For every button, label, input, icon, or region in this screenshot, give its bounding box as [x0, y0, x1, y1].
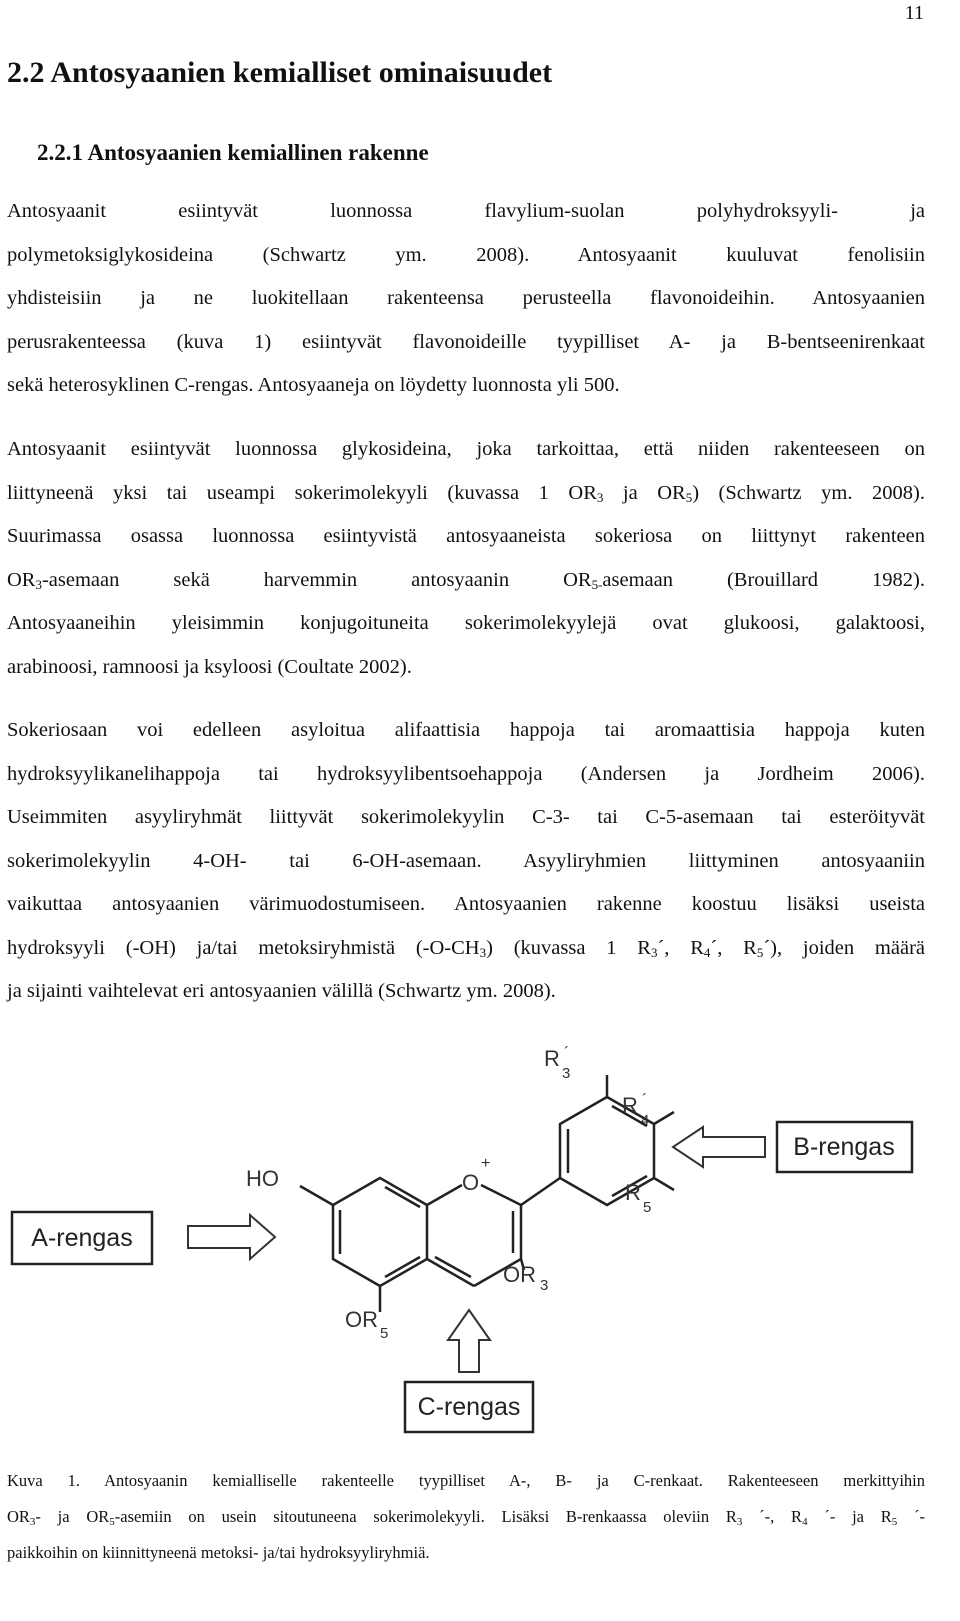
anthocyanin-structure-figure [0, 1030, 960, 1450]
figure-caption [7, 1463, 925, 1571]
paragraph-line: Antosyaanit esiintyvät luonnossa glykosideina, joka tarkoittaa, että niiden rakenteeseen on [7, 438, 925, 460]
subscript: 3 [35, 576, 42, 592]
subscript: 3 [479, 944, 487, 960]
paragraph-line: sokerimolekyylin 4-OH- tai 6-OH-asemaan. Asyyliryhmien liittyminen antosyaaniin [7, 849, 925, 872]
or3-label: OR [503, 1262, 536, 1287]
paragraph-line: vaikuttaa antosyaanien värimuodostumiseen. Antosyaanien rakenne koostuu lisäksi useista [7, 893, 925, 915]
paragraph-line [7, 559, 925, 603]
r4-prime-subscript: 4 [641, 1112, 650, 1129]
c-ring-label: C-rengas [417, 1393, 521, 1421]
paragraph-1 [7, 190, 925, 408]
subscript: 4 [802, 1516, 808, 1528]
subscript: 5- [591, 576, 603, 592]
section-heading: 2.2 Antosyaanien kemialliset ominaisuudet [7, 56, 553, 89]
b-ring-label: B-rengas [793, 1133, 895, 1161]
ho-label: HO [246, 1166, 279, 1191]
text-run: ´, R [657, 936, 704, 959]
subscript: 5 [109, 1516, 115, 1528]
r3-prime-subscript: 3 [562, 1065, 571, 1082]
paragraph-line: arabinoosi, ramnoosi ja ksyloosi (Coultate 2002). [7, 655, 412, 678]
subsection-heading: 2.2.1 Antosyaanien kemiallinen rakenne [37, 140, 429, 165]
text-run: - ja OR [35, 1507, 110, 1526]
paragraph-line: polymetoksiglykosideina (Schwartz ym. 2008). Antosyaanit kuuluvat fenolisiin [7, 243, 925, 266]
text-run: OR [7, 1507, 30, 1526]
r5-prime-label: R [625, 1180, 641, 1205]
text-run: liittyneenä yksi tai useampi sokerimolekyyli (kuvassa 1 OR [7, 481, 597, 504]
text-run: -asemiin on usein sitoutuneena sokerimolekyyli. Lisäksi B-renkaassa oleviin R [114, 1507, 737, 1526]
paragraph-line: Antosyaanit esiintyvät luonnossa flavylium-suolan polyhydroksyyli- ja [7, 200, 925, 222]
text-run: -asemaan sekä harvemmin antosyaanin OR [41, 568, 592, 591]
paragraph-2 [7, 428, 925, 689]
text-run: hydroksyyli (-OH) ja/tai metoksiryhmistä (-O-CH [7, 936, 480, 959]
c-ring-bond [481, 1185, 521, 1205]
text-run: ja OR [603, 481, 686, 504]
paragraph-line: sekä heterosyklinen C-rengas. Antosyaaneja on löydetty luonnosta yli 500. [7, 374, 620, 396]
ring-link-bond [521, 1178, 560, 1205]
subscript: 3 [736, 1516, 743, 1528]
paragraph-line [7, 472, 925, 516]
a-ring [333, 1178, 427, 1286]
text-run: asemaan (Brouillard 1982). [602, 568, 926, 591]
or5-subscript: 5 [380, 1325, 389, 1342]
text-run: ) (kuvassa 1 R [486, 936, 651, 959]
subscript: 3 [29, 1516, 36, 1528]
subscript: 3 [596, 489, 604, 505]
r4-prime-label: R [622, 1093, 638, 1118]
subscript: 5 [685, 489, 693, 505]
r4-prime-mark: ´ [642, 1092, 648, 1109]
a-ring-label: A-rengas [31, 1224, 133, 1252]
paragraph-line: ja sijainti vaihtelevat eri antosyaanien välillä (Schwartz ym. 2008). [7, 980, 556, 1002]
subscript: 5 [756, 944, 764, 960]
paragraph-line: perusrakenteessa (kuva 1) esiintyvät flavonoideille tyypilliset A- ja B-bentseenirenkaat [7, 330, 925, 353]
text-run: ´), joiden määrä [763, 936, 926, 959]
r3-prime-mark: ´ [564, 1045, 570, 1062]
subscript: 4 [703, 944, 711, 960]
text-run: ) (Schwartz ym. 2008). [692, 481, 925, 504]
or5-label: OR [345, 1307, 378, 1332]
r3-prime-label: R [544, 1046, 560, 1071]
c-ring-arrow [448, 1310, 490, 1372]
text-run: ´- ja R [807, 1507, 892, 1526]
text-run: OR [7, 568, 36, 591]
c-ring-bond [427, 1185, 462, 1205]
r5-bond [654, 1178, 674, 1190]
r5-prime-mark: ´ [645, 1179, 651, 1196]
paragraph-line: yhdisteisiin ja ne luokitellaan rakenteensa perusteella flavonoideihin. Antosyaanien [7, 287, 925, 309]
paragraph-line: Sokeriosaan voi edelleen asyloitua alifaattisia happoja tai aromaattisia happoja kuten [7, 719, 925, 741]
caption-line: Kuva 1. Antosyaanin kemialliselle rakenteelle tyypilliset A-, B- ja C-renkaat. Rakenteeseen merkittyihin [7, 1471, 925, 1490]
text-run: ´-, R [742, 1507, 803, 1526]
paragraph-line: Suurimassa osassa luonnossa esiintyvistä antosyaaneista sokeriosa on liittynyt rakenteen [7, 525, 925, 547]
subscript: 3 [650, 944, 658, 960]
paragraph-line: Useimmiten asyyliryhmät liittyvät sokerimolekyylin C-3- tai C-5-asemaan tai esteröityvät [7, 806, 925, 828]
paragraph-3 [7, 709, 925, 1014]
paragraph-line: hydroksyylikanelihappoja tai hydroksyylibentsoehappoja (Andersen ja Jordheim 2006). [7, 762, 925, 785]
b-ring-arrow [673, 1127, 765, 1167]
text-run: ´, R [710, 936, 757, 959]
text-run: ´- [897, 1507, 926, 1526]
c-ring-bond [427, 1259, 474, 1286]
a-ring-arrow [188, 1215, 275, 1259]
page-number: 11 [904, 2, 924, 24]
r5-prime-subscript: 5 [643, 1199, 652, 1216]
caption-line [7, 1499, 925, 1535]
subscript: 5 [891, 1516, 898, 1528]
caption-line: paikkoihin on kiinnittyneenä metoksi- ja/tai hydroksyyliryhmiä. [7, 1543, 430, 1562]
ho-bond [300, 1186, 333, 1205]
oxonium-label: O [462, 1170, 480, 1195]
paragraph-line: Antosyaaneihin yleisimmin konjugoituneita sokerimolekyylejä ovat glukoosi, galaktoosi, [7, 612, 925, 634]
positive-charge-label: + [481, 1155, 491, 1172]
r4-bond [654, 1112, 674, 1124]
molecule-skeleton [300, 1075, 674, 1312]
paragraph-line [7, 927, 925, 971]
or3-subscript: 3 [540, 1277, 549, 1294]
